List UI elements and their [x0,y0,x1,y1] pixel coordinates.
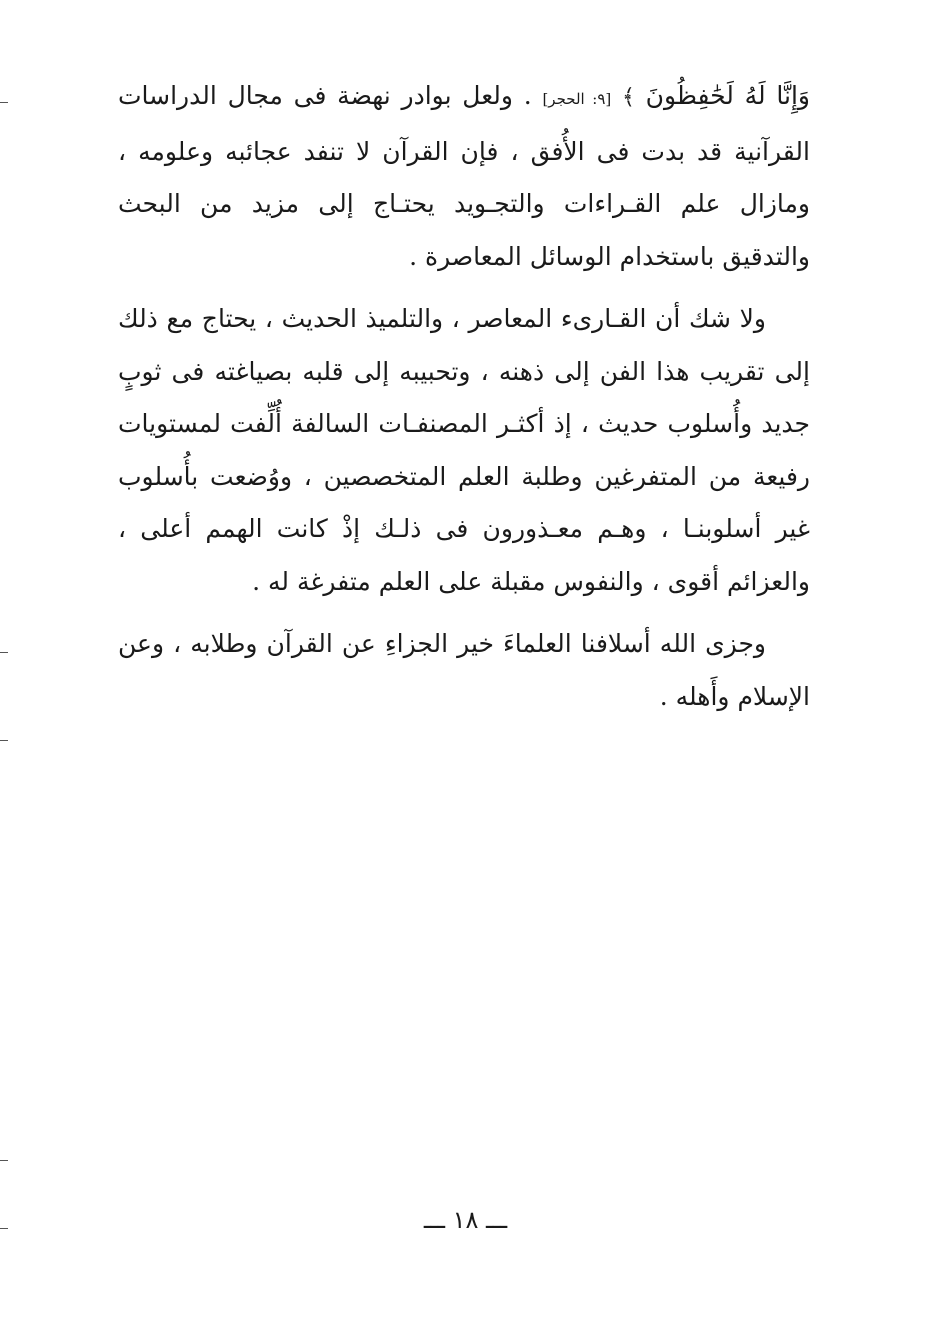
paragraph-3: وجزى الله أسلافنا العلماءَ خير الجزاءِ عن القرآن وطلابه ، وعن الإسلام وأَهله . [118,629,810,711]
paragraph-2: ولا شك أن القـارىء المعاصر ، والتلميذ الحديث ، يحتاج مع ذلك إلى تقريب هذا الفن إلى ذهنه ، وتحبيبه إلى قلبه بصياغته فى ثوبٍ جديد وأُسلوب حديث ، إذ أكثـر المصنفـات السالفة أُلِّفت لمستويات رفيعة من المتفرغين وطلبة العلم المتخصصين ، ووُضعت بأُسلوب غير أسلوبنـا ، وهـم معـذورون فى ذلـك إذْ كانت الهمم أعلى ، والعزائم أقوى ، والنفوس مقبلة على العلم متفرغة له . [118,304,810,596]
scan-mark [0,740,8,741]
verse-bracket: ﴾ [622,85,635,110]
scan-mark [0,102,8,103]
page-number: ـــ ١٨ ـــ [423,1206,508,1234]
scan-mark [0,652,8,653]
paragraph-1-text: . ولعل بوادر نهضة فى مجال الدراسات القرآنية قد بدت فى الأُفق ، فإن القرآن لا تنفد عجائبه وعلومه ، ومازال علم القـراءات والتجـويد يحتـاج إلى مزيد من البحث والتدقيق باستخدام الوسائل المعاصرة . [118,81,810,271]
scan-mark [0,1160,8,1161]
verse-reference: [٩: الحجر] [542,90,612,108]
body-text [118,70,810,723]
paragraph-1 [118,70,810,283]
quran-verse: وَإِنَّا لَهُ لَحَٰفِظُونَ [645,81,810,110]
